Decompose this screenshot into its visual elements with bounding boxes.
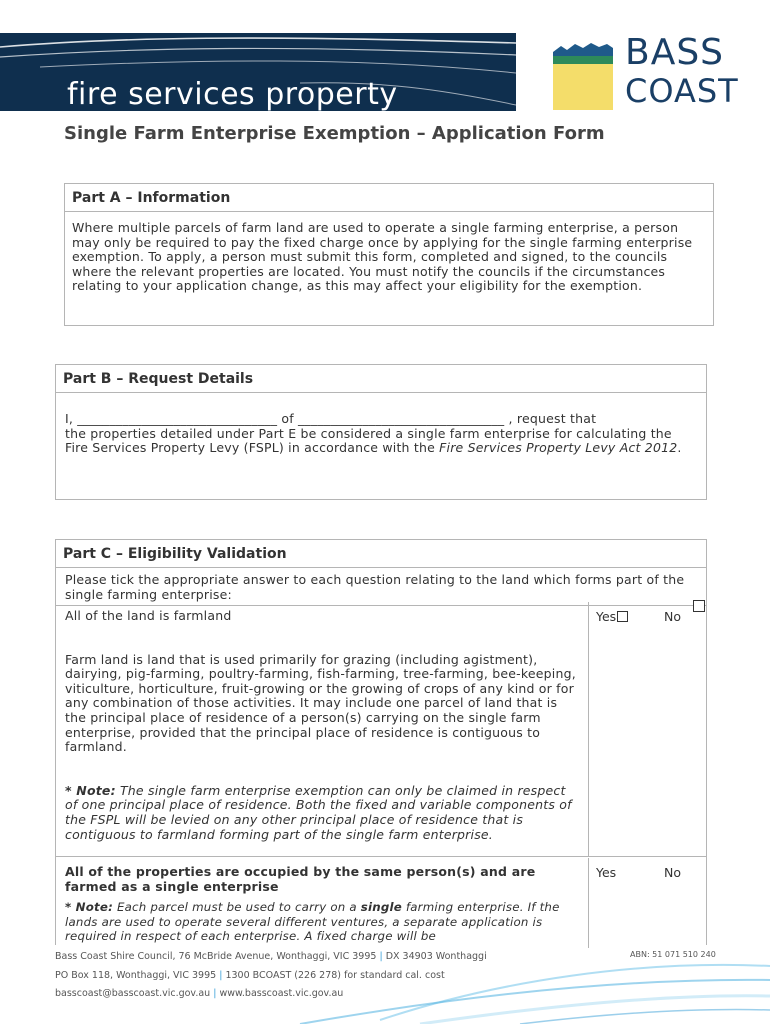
single-enterprise-note-bold: single — [360, 900, 402, 915]
page-title: Single Farm Enterprise Exemption – Application Form — [64, 123, 605, 144]
footer-separator: | — [213, 988, 217, 999]
part-c-intro: Please tick the appropriate answer to each question relating to the land which forms part of the single farming enterprise: — [56, 568, 706, 606]
footer-postal — [55, 967, 735, 986]
single-enterprise-note-pre: Each parcel must be used to carry on a — [113, 900, 361, 915]
part-b-heading: Part B – Request Details — [56, 365, 706, 393]
footer-phone: 1300 BCOAST (226 278) for standard cal. cost — [225, 969, 445, 981]
farmland-note — [65, 784, 579, 842]
question-farmland-cell — [56, 602, 588, 857]
farmland-note-label: * Note: — [65, 782, 116, 798]
single-enterprise-note — [65, 900, 579, 944]
part-b-section — [55, 364, 707, 500]
footer-contact — [55, 985, 735, 1004]
footer-dx: DX 34903 Wonthaggi — [385, 951, 487, 962]
farmland-note-text: The single farm enterprise exemption can only be claimed in respect of one principal place of residence. Both the fixed and variable components of the FSPL will be levied on any other principal place of residence that is contiguous to farmland forming part of the single farm enterprise. — [65, 782, 572, 842]
part-b-statement-text: the properties detailed under Part E be considered a single farm enterprise for calculating the Fire Services Property Levy (FSPL) in accordance with the — [65, 425, 672, 456]
answer-single-enterprise-no[interactable] — [664, 865, 681, 880]
footer-po-box: PO Box 118, Wonthaggi, VIC 3995 — [55, 969, 217, 981]
footer-abn: ABN: 51 071 510 240 — [630, 950, 716, 959]
part-a-heading: Part A – Information — [65, 184, 713, 212]
act-name: Fire Services Property Levy Act 2012 — [439, 440, 678, 456]
part-c-section — [55, 539, 707, 945]
answer-farmland-no[interactable] — [664, 609, 681, 624]
single-enterprise-note-post: farming enterprise. If the lands are used to operate several different ventures, a separate application is required in respect of each enterprise. A fixed charge will be — [65, 900, 560, 944]
logo-text-coast: COAST — [625, 72, 739, 110]
footer-email-link[interactable]: basscoast@basscoast.vic.gov.au — [55, 988, 211, 999]
footer-separator: | — [219, 969, 223, 981]
yes-checkbox[interactable] — [617, 611, 628, 622]
footer-separator: | — [379, 951, 383, 962]
yes-label: Yes — [596, 865, 617, 880]
question-row-single-enterprise — [56, 858, 706, 948]
yes-label: Yes — [596, 609, 617, 624]
part-a-section — [64, 183, 714, 326]
part-b-end: . — [677, 440, 682, 456]
answer-single-enterprise-cell — [588, 858, 706, 948]
part-b-statement — [65, 427, 697, 456]
logo-mark-icon — [551, 34, 615, 112]
part-a-body: Where multiple parcels of farm land are used to operate a single farming enterprise, a person may only be required to pay the fixed charge once by applying for the single farming enterprise exemption. To apply, a person must submit this form, completed and signed, to the councils where the relevant properties are located. You must notify the councils if the circumstances relating to your application change, as this may affect your eligibility for the exemption. — [72, 220, 693, 294]
farmland-definition: Farm land is land that is used primarily for grazing (including agistment), dairying, pig-farming, poultry-farming, fish-farming, tree-farming, bee-keeping, viticulture, horticulture, fruit-growing or the growing of crops of any kind or for any combination of those activities. It may include one parcel of land that is the principal place of residence of a person(s) carrying on the single farm enterprise, provided that the principal place of residence is contiguous to farmland. — [65, 651, 576, 755]
answer-farmland-yes[interactable] — [596, 609, 628, 624]
question-single-enterprise-cell — [56, 858, 588, 948]
logo-text-bass: BASS — [625, 32, 725, 73]
question-farmland: All of the land is farmland — [65, 608, 232, 623]
no-label: No — [664, 865, 681, 880]
no-checkbox[interactable] — [693, 600, 705, 612]
answer-farmland-cell — [588, 602, 706, 857]
header-banner — [0, 33, 516, 111]
banner-title: fire services property — [67, 77, 398, 111]
single-enterprise-note-label: * Note: — [65, 900, 114, 915]
footer-address-text: Bass Coast Shire Council, 76 McBride Avenue, Wonthaggi, VIC 3995 — [55, 951, 377, 962]
part-b-name-line[interactable]: I, _______________________________ of ________________________________ , request that — [65, 411, 597, 426]
bass-coast-logo — [551, 34, 741, 114]
answer-single-enterprise-yes[interactable] — [596, 865, 616, 880]
part-b-body — [56, 393, 706, 475]
no-label: No — [664, 609, 681, 624]
part-c-heading: Part C – Eligibility Validation — [56, 540, 706, 568]
question-row-farmland — [56, 602, 706, 857]
footer-website-link[interactable]: www.basscoast.vic.gov.au — [219, 988, 344, 999]
question-single-enterprise: All of the properties are occupied by the same person(s) and are farmed as a single enterprise — [65, 864, 536, 894]
